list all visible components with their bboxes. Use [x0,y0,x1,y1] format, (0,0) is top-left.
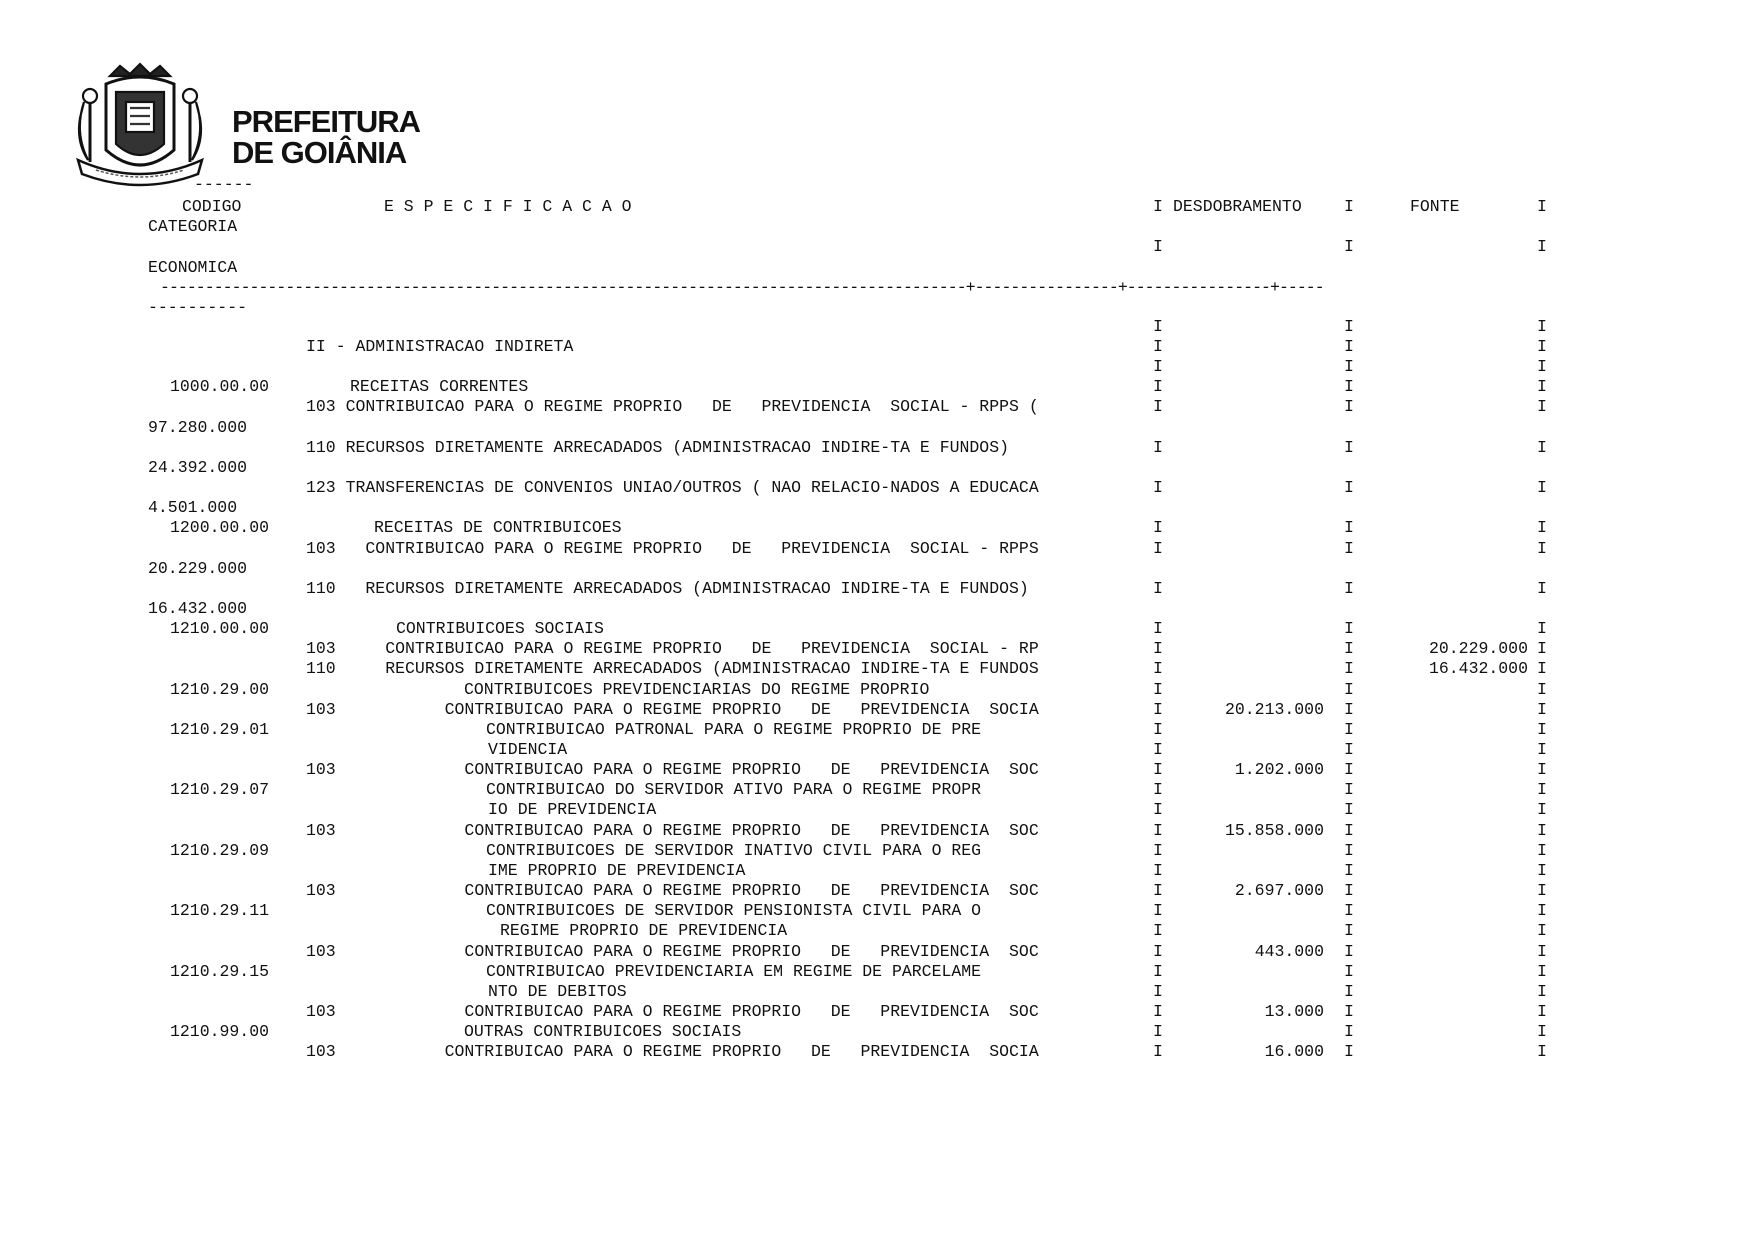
row-sep-1: I [1153,538,1163,558]
brand-line-2: DE GOIÂNIA [232,135,407,170]
row-description: OUTRAS CONTRIBUICOES SOCIAIS [464,1022,742,1042]
row-sep-3: I [1537,719,1547,739]
row-desdobramento-value: 16.000 [1264,1042,1324,1062]
row-sep-2: I [1344,639,1354,659]
row-sep-3: I [1537,840,1547,860]
row-sep-3: I [1537,659,1547,679]
row-sep-3: I [1537,437,1547,457]
blank-sep-1: I [1153,317,1163,336]
row-sep-1: I [1153,901,1163,921]
row-sep-2: I [1344,619,1354,639]
header-sep-6: I [1537,237,1547,256]
row-sep-1: I [1153,941,1163,961]
header-sep-5: I [1344,237,1354,256]
row-code: 1210.00.00 [170,619,270,639]
header-desdobramento: DESDOBRAMENTO [1173,197,1302,216]
brand-line-1: PREFEITURA [232,104,421,139]
row-code: 1210.99.00 [170,1022,270,1042]
row-sep-2: I [1344,800,1354,820]
row-desdobramento-value: 13.000 [1264,1001,1324,1021]
row-sep-1: I [1153,377,1163,397]
header-categoria: CATEGORIA [148,217,238,236]
row-sep-3: I [1537,941,1547,961]
row-sep-1: I [1153,437,1163,457]
row-sep-1: I [1153,478,1163,498]
row-sep-2: I [1344,337,1354,356]
row-description: 103 CONTRIBUICAO PARA O REGIME PROPRIO DE PREVIDENCIA SOC [306,941,1039,961]
row-sep-3: I [1537,961,1547,981]
header-sep-2: I [1344,197,1354,216]
row-carry-value: 97.280.000 [148,417,248,437]
row-sep-2: I [1344,679,1354,699]
row-fonte-value: 16.432.000 [1428,659,1528,679]
row-sep-3: I [1537,538,1547,558]
row-sep-2: I [1344,760,1354,780]
row-code: 1210.29.15 [170,961,270,981]
row-sep-1: I [1153,820,1163,840]
row-sep-2: I [1344,1042,1354,1062]
row-sep-1: I [1153,337,1163,356]
header-codigo: CODIGO [182,197,242,216]
row-sep-2: I [1344,740,1354,759]
row-sep-1: I [1153,760,1163,780]
row-desdobramento-value: 15.858.000 [1224,820,1324,840]
header-sep-1: I [1153,197,1163,216]
row-sep-3: I [1537,1022,1547,1042]
header-economica: ECONOMICA [148,258,238,277]
row-sep-3: I [1537,1042,1547,1062]
row-sep-3: I [1537,901,1547,921]
row-sep-2: I [1344,659,1354,679]
row-desdobramento-value: 20.213.000 [1224,699,1324,719]
row-sep-1: I [1153,659,1163,679]
row-sep-1: I [1153,800,1163,820]
row-sep-3: I [1537,1001,1547,1021]
row-description: 103 CONTRIBUICAO PARA O REGIME PROPRIO DE PREVIDENCIA SOCIA [306,699,1039,719]
row-code: 1000.00.00 [170,377,270,397]
row-sep-2: I [1344,780,1354,800]
row-description: RECEITAS CORRENTES [350,377,529,397]
row-description: CONTRIBUICOES DE SERVIDOR INATIVO CIVIL PARA O REG [486,840,982,860]
row-sep-1: I [1153,578,1163,598]
row-sep-1: I [1153,981,1163,1001]
row-carry-value: 4.501.000 [148,498,238,518]
row-description: 103 CONTRIBUICAO PARA O REGIME PROPRIO DE PREVIDENCIA SOCIAL - RPPS ( [306,397,1039,417]
row-description: 123 TRANSFERENCIAS DE CONVENIOS UNIAO/OUTROS ( NAO RELACIO-NADOS A EDUCACA [306,478,1039,498]
row-description: 110 RECURSOS DIRETAMENTE ARRECADADOS (ADMINISTRACAO INDIRE-TA E FUNDOS) [306,578,1029,598]
row-sep-3: I [1537,377,1547,397]
row-description: CONTRIBUICAO DO SERVIDOR ATIVO PARA O REGIME PROPR [486,780,982,800]
row-sep-2: I [1344,820,1354,840]
header-sep-4: I [1153,237,1163,256]
row-sep-2: I [1344,981,1354,1001]
row-sep-1: I [1153,619,1163,639]
row-sep-2: I [1344,860,1354,880]
header-dashes: ------ [194,175,254,194]
row-description: 103 CONTRIBUICAO PARA O REGIME PROPRIO DE PREVIDENCIA SOC [306,760,1039,780]
row-description: CONTRIBUICOES PREVIDENCIARIAS DO REGIME PROPRIO [464,679,930,699]
row-code: 1200.00.00 [170,518,270,538]
row-sep-1: I [1153,921,1163,941]
row-sep-2: I [1344,941,1354,961]
row-description: II - ADMINISTRACAO INDIRETA [306,337,574,356]
row-sep-3: I [1537,397,1547,417]
row-description: CONTRIBUICAO PATRONAL PARA O REGIME PROPRIO DE PRE [486,719,982,739]
row-sep-3: I [1537,478,1547,498]
row-sep-2: I [1344,478,1354,498]
row-sep-2: I [1344,921,1354,941]
row-carry-value: 20.229.000 [148,558,248,578]
row-sep-3: I [1537,639,1547,659]
header-rule: ------------------------------------------------------------------------------------------+----------------+----------------+----- [160,278,1324,297]
blank-sep-1: I [1153,357,1163,377]
blank-sep-3: I [1537,357,1547,377]
row-sep-1: I [1153,1042,1163,1062]
row-sep-1: I [1153,397,1163,417]
row-description: 103 CONTRIBUICAO PARA O REGIME PROPRIO DE PREVIDENCIA SOC [306,820,1039,840]
blank-sep-2: I [1344,357,1354,377]
row-description: REGIME PROPRIO DE PREVIDENCIA [500,921,788,941]
row-sep-1: I [1153,679,1163,699]
row-sep-2: I [1344,840,1354,860]
row-sep-2: I [1344,961,1354,981]
row-sep-2: I [1344,719,1354,739]
row-description: CONTRIBUICOES SOCIAIS [396,619,604,639]
row-sep-3: I [1537,699,1547,719]
row-description: 103 CONTRIBUICAO PARA O REGIME PROPRIO DE PREVIDENCIA SOC [306,881,1039,901]
row-code: 1210.29.09 [170,840,270,860]
row-sep-1: I [1153,881,1163,901]
row-sep-1: I [1153,780,1163,800]
row-sep-2: I [1344,881,1354,901]
header-rule-2: ---------- [148,298,248,317]
row-sep-2: I [1344,901,1354,921]
row-description: NTO DE DEBITOS [488,981,627,1001]
row-description: VIDENCIA [488,740,568,759]
row-code: 1210.29.01 [170,719,270,739]
row-sep-1: I [1153,1001,1163,1021]
row-sep-3: I [1537,820,1547,840]
row-code: 1210.29.07 [170,780,270,800]
row-sep-2: I [1344,699,1354,719]
row-fonte-value: 20.229.000 [1428,639,1528,659]
row-desdobramento-value: 443.000 [1254,941,1324,961]
row-sep-1: I [1153,1022,1163,1042]
row-sep-3: I [1537,578,1547,598]
row-description: CONTRIBUICAO PREVIDENCIARIA EM REGIME DE PARCELAME [486,961,982,981]
row-code: 1210.29.00 [170,679,270,699]
row-sep-3: I [1537,760,1547,780]
row-sep-3: I [1537,981,1547,1001]
row-sep-1: I [1153,840,1163,860]
row-sep-1: I [1153,518,1163,538]
row-sep-3: I [1537,881,1547,901]
row-description: 110 RECURSOS DIRETAMENTE ARRECADADOS (ADMINISTRACAO INDIRE-TA E FUNDOS [306,659,1039,679]
header-fonte: FONTE [1410,197,1460,216]
row-sep-1: I [1153,639,1163,659]
row-sep-2: I [1344,377,1354,397]
row-sep-2: I [1344,1001,1354,1021]
blank-sep-2: I [1344,317,1354,336]
row-description: 103 CONTRIBUICAO PARA O REGIME PROPRIO DE PREVIDENCIA SOC [306,1001,1039,1021]
row-sep-2: I [1344,538,1354,558]
row-sep-3: I [1537,740,1547,759]
row-sep-2: I [1344,437,1354,457]
row-description: IME PROPRIO DE PREVIDENCIA [488,860,746,880]
header-especificacao: E S P E C I F I C A C A O [384,197,632,216]
row-description: RECEITAS DE CONTRIBUICOES [374,518,622,538]
row-description: 103 CONTRIBUICAO PARA O REGIME PROPRIO DE PREVIDENCIA SOCIA [306,1042,1039,1062]
row-carry-value: 24.392.000 [148,457,248,477]
row-sep-2: I [1344,397,1354,417]
blank-sep-3: I [1537,317,1547,336]
row-desdobramento-value: 1.202.000 [1234,760,1324,780]
row-sep-3: I [1537,860,1547,880]
row-description: 110 RECURSOS DIRETAMENTE ARRECADADOS (ADMINISTRACAO INDIRE-TA E FUNDOS) [306,437,1010,457]
header-sep-3: I [1537,197,1547,216]
row-description: IO DE PREVIDENCIA [488,800,657,820]
row-sep-3: I [1537,800,1547,820]
row-sep-2: I [1344,518,1354,538]
row-desdobramento-value: 2.697.000 [1234,881,1324,901]
row-sep-2: I [1344,1022,1354,1042]
row-code: 1210.29.11 [170,901,270,921]
row-carry-value: 16.432.000 [148,598,248,618]
row-sep-3: I [1537,679,1547,699]
row-sep-3: I [1537,780,1547,800]
row-sep-3: I [1537,337,1547,356]
row-description: CONTRIBUICOES DE SERVIDOR PENSIONISTA CIVIL PARA O [486,901,982,921]
row-sep-3: I [1537,518,1547,538]
row-sep-1: I [1153,740,1163,759]
row-sep-1: I [1153,699,1163,719]
row-sep-1: I [1153,961,1163,981]
row-sep-3: I [1537,619,1547,639]
row-description: 103 CONTRIBUICAO PARA O REGIME PROPRIO DE PREVIDENCIA SOCIAL - RP [306,639,1039,659]
row-sep-1: I [1153,719,1163,739]
row-sep-2: I [1344,578,1354,598]
row-sep-3: I [1537,921,1547,941]
row-description: 103 CONTRIBUICAO PARA O REGIME PROPRIO DE PREVIDENCIA SOCIAL - RPPS [306,538,1039,558]
row-sep-1: I [1153,860,1163,880]
